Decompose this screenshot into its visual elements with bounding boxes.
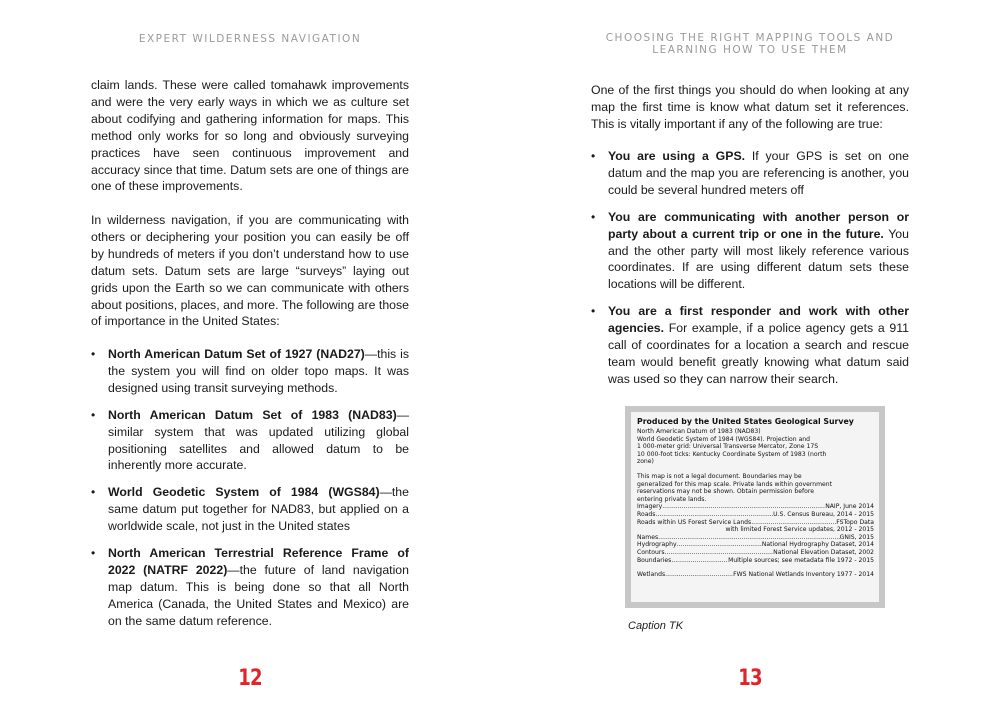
list-item-term: North American Datum Set of 1983 (NAD83) bbox=[108, 407, 397, 422]
list-item-term: You are using a GPS. bbox=[608, 149, 746, 163]
list-item bbox=[91, 346, 409, 397]
page-number-left: 12 bbox=[238, 666, 262, 691]
credit-value: Multiple sources; see metadata file 1972 - 2015 bbox=[728, 556, 874, 564]
credit-key: Boundaries bbox=[637, 556, 672, 564]
body-text-left bbox=[91, 77, 409, 195]
figure-line: World Geodetic System of 1984 (WGS84). Projection and bbox=[637, 435, 811, 443]
list-item bbox=[91, 407, 409, 475]
list-item-text: You and the other party will most likely reference various coordinates. If are using different datum sets these locations will be different. bbox=[608, 226, 909, 292]
credit-value: GNIS, 2015 bbox=[839, 533, 874, 541]
running-head-right: CHOOSING THE RIGHT MAPPING TOOLS AND LEARNING HOW TO USE THEM bbox=[605, 32, 895, 56]
list-item-term: You are a first responder and work with other agencies. bbox=[608, 304, 909, 336]
credit-key: Hydrography bbox=[637, 541, 677, 549]
intro-text-right bbox=[591, 82, 909, 133]
list-item bbox=[591, 148, 909, 199]
credit-value: FSTopo Data bbox=[836, 518, 874, 526]
list-item-text: —similar system that was updated utilizing global positioning satellites and allowed datum to be inherently more accurate. bbox=[108, 407, 409, 473]
figure-notice-line: generalized for this map scale. Private lands within government bbox=[637, 480, 833, 488]
list-item-text: —the same datum put together for NAD83, but applied on a worldwide scale, not just in the United states bbox=[108, 485, 409, 534]
figure-line: zone) bbox=[637, 458, 654, 466]
credit-row bbox=[637, 503, 874, 511]
credit-row bbox=[637, 549, 874, 557]
credit-value: National Hydrography Dataset, 2014 bbox=[761, 541, 874, 549]
list-item bbox=[591, 303, 909, 388]
bullet-list-right bbox=[591, 148, 909, 388]
figure-notice-line: entering private lands. bbox=[637, 495, 707, 503]
credit-value: NAIP, June 2014 bbox=[825, 503, 874, 511]
list-item-term: World Geodetic System of 1984 (WGS84) bbox=[108, 485, 380, 500]
figure-title: Produced by the United States Geological Survey bbox=[637, 417, 854, 426]
list-item-term: North American Terrestrial Reference Frame of 2022 (NATRF 2022) bbox=[108, 546, 409, 577]
intro-paragraph: One of the first things you should do when looking at any map the first time is know what datum set it references. This is vitally important if any of the following are true: bbox=[591, 83, 909, 131]
list-item-text: —this is the system you will find on older topo maps. It was designed using transit surveying methods. bbox=[108, 347, 409, 395]
figure-line: 1 000-meter grid: Universal Transverse Mercator, Zone 17S bbox=[637, 443, 819, 451]
credit-row-wetlands bbox=[637, 571, 874, 579]
body-text-left-2 bbox=[91, 212, 409, 330]
credit-key: Roads within US Forest Service Lands bbox=[637, 518, 752, 526]
credit-value: FWS National Wetlands Inventory 1977 - 2014 bbox=[733, 571, 874, 579]
right-page bbox=[500, 0, 1000, 727]
list-item-text: If your GPS is set on one datum and the map you are referencing is another, you could be several hundred meters off bbox=[608, 149, 909, 197]
list-item bbox=[91, 484, 409, 535]
list-item-text: For example, if a police agency gets a 911 call of coordinates for a location a search and rescue team would benefit greatly knowing what datum said was used so they can narrow their search. bbox=[608, 321, 909, 386]
page-number-right: 13 bbox=[738, 666, 762, 691]
credit-continuation: with limited Forest Service updates, 2012 - 2015 bbox=[725, 526, 874, 534]
bullet-list-left bbox=[91, 346, 409, 630]
list-item bbox=[91, 545, 409, 630]
paragraph-1: claim lands. These were called tomahawk improvements and were the very early ways in which we as culture set about codifying and gathering information for maps. This method only works for so long and obviously surveying practices have seen continuous improvement and accuracy since that time. Datum sets are one of things are one of these improvements. bbox=[91, 78, 409, 194]
figure-notice-line: This map is not a legal document. Boundaries may be bbox=[637, 472, 802, 480]
list-item-term: North American Datum Set of 1927 (NAD27) bbox=[108, 347, 365, 361]
list-item bbox=[591, 209, 909, 294]
figure-line: North American Datum of 1983 (NAD83) bbox=[637, 428, 761, 435]
credit-row bbox=[637, 557, 874, 565]
figure-notice-line: reservations may not be shown. Obtain permission before bbox=[637, 488, 814, 496]
figure-caption: Caption TK bbox=[628, 620, 684, 632]
figure-line: 10 000-foot ticks: Kentucky Coordinate System of 1983 (north bbox=[637, 450, 827, 458]
credit-row bbox=[637, 511, 874, 519]
list-item-term: You are communicating with another person or party about a current trip or one in the future. bbox=[608, 209, 909, 241]
credit-key: Imagery bbox=[637, 503, 663, 511]
list-item-text: —the future of land navigation map datum. This is being done so that all North America (Canada, the United States and Mexico) are on the same datum reference. bbox=[108, 562, 409, 628]
map-credit-figure bbox=[625, 406, 885, 608]
credit-value: U.S. Census Bureau, 2014 - 2015 bbox=[773, 510, 874, 518]
paragraph-2: In wilderness navigation, if you are communicating with others or deciphering your position you can easily be off by hundreds of meters if you don’t understand how to use datum sets. Datum sets are large “surveys” laying out grids upon the Earth so we can communicate with others about positions, places, and more. The following are those of importance in the United States: bbox=[91, 213, 409, 329]
credit-key: Names bbox=[637, 533, 659, 541]
credit-row bbox=[637, 541, 874, 549]
credit-value: National Elevation Dataset, 2002 bbox=[773, 548, 874, 556]
credit-row bbox=[637, 534, 874, 542]
running-head-left: EXPERT WILDERNESS NAVIGATION bbox=[138, 33, 362, 45]
credit-key: Contours bbox=[637, 548, 665, 556]
credit-key: Wetlands bbox=[637, 571, 666, 579]
credit-row bbox=[637, 519, 874, 527]
map-credit-panel bbox=[631, 412, 879, 602]
credit-key: Roads bbox=[637, 510, 656, 518]
